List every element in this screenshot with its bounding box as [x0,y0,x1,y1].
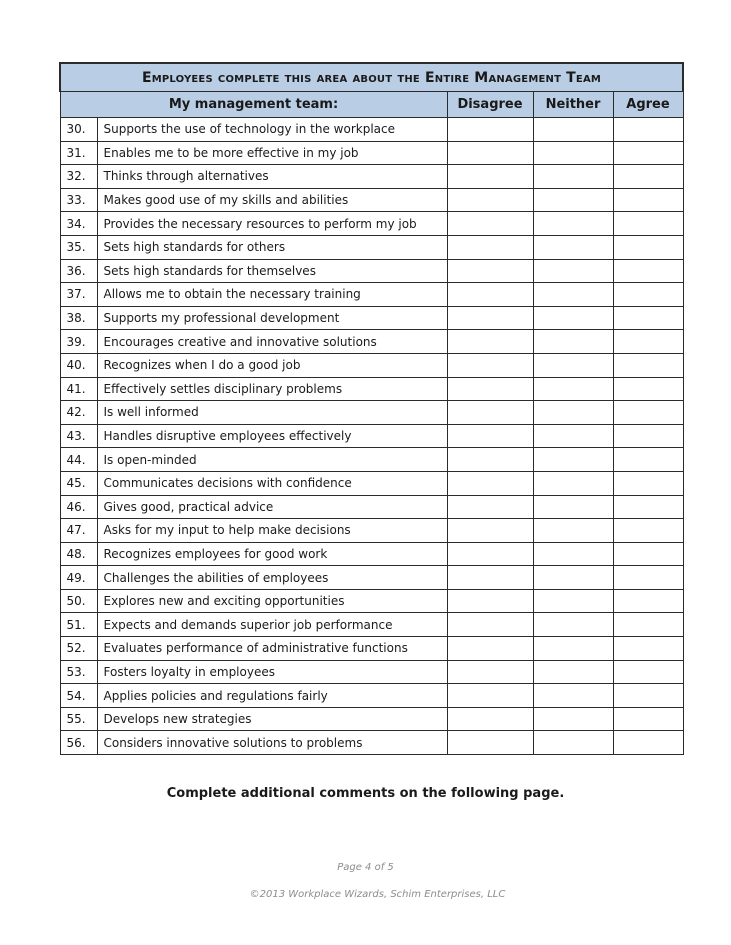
table-row [60,330,683,354]
agree-response-cell[interactable] [613,448,683,472]
item-statement: Makes good use of my skills and abilities [97,188,447,212]
table-row [60,731,683,755]
agree-response-cell[interactable] [613,118,683,142]
item-statement: Communicates decisions with confidence [97,471,447,495]
survey-body [60,118,683,755]
table-row [60,660,683,684]
agree-response-cell[interactable] [613,731,683,755]
item-number: 41. [60,377,97,401]
table-row [60,212,683,236]
statement-column-header: My management team: [60,92,447,118]
item-number: 32. [60,165,97,189]
item-statement: Effectively settles disciplinary problems [97,377,447,401]
table-row [60,424,683,448]
disagree-response-cell[interactable] [447,401,533,425]
disagree-response-cell[interactable] [447,707,533,731]
item-number: 38. [60,306,97,330]
item-number: 36. [60,259,97,283]
disagree-response-cell[interactable] [447,118,533,142]
item-statement: Gives good, practical advice [97,495,447,519]
item-statement: Recognizes when I do a good job [97,353,447,377]
disagree-response-cell[interactable] [447,188,533,212]
item-statement: Handles disruptive employees effectively [97,424,447,448]
item-statement: Recognizes employees for good work [97,542,447,566]
disagree-response-cell[interactable] [447,637,533,661]
table-row [60,306,683,330]
neither-response-cell[interactable] [533,542,613,566]
comments-instruction: Complete additional comments on the following page. [166,786,565,801]
disagree-response-cell[interactable] [447,495,533,519]
item-statement: Develops new strategies [97,707,447,731]
agree-response-cell[interactable] [613,566,683,590]
item-statement: Considers innovative solutions to problems [97,731,447,755]
item-statement: Sets high standards for others [97,235,447,259]
disagree-response-cell[interactable] [447,353,533,377]
neither-response-cell[interactable] [533,306,613,330]
neither-column-header: Neither [533,92,613,118]
table-row [60,259,683,283]
disagree-column-header: Disagree [447,92,533,118]
item-number: 43. [60,424,97,448]
agree-response-cell[interactable] [613,212,683,236]
item-statement: Evaluates performance of administrative functions [97,637,447,661]
item-number: 48. [60,542,97,566]
neither-response-cell[interactable] [533,731,613,755]
agree-response-cell[interactable] [613,660,683,684]
item-number: 37. [60,283,97,307]
table-row [60,471,683,495]
table-row [60,542,683,566]
table-row [60,353,683,377]
agree-response-cell[interactable] [613,471,683,495]
neither-response-cell[interactable] [533,471,613,495]
agree-response-cell[interactable] [613,165,683,189]
neither-response-cell[interactable] [533,377,613,401]
item-statement: Encourages creative and innovative solutions [97,330,447,354]
table-row [60,165,683,189]
survey-table [59,62,684,755]
disagree-response-cell[interactable] [447,330,533,354]
copyright-notice: ©2013 Workplace Wizards, Schim Enterprises, LLC [249,889,506,900]
table-row [60,401,683,425]
agree-response-cell[interactable] [613,283,683,307]
agree-response-cell[interactable] [613,707,683,731]
table-row [60,141,683,165]
agree-response-cell[interactable] [613,401,683,425]
neither-response-cell[interactable] [533,330,613,354]
item-statement: Fosters loyalty in employees [97,660,447,684]
neither-response-cell[interactable] [533,165,613,189]
neither-response-cell[interactable] [533,448,613,472]
item-number: 50. [60,589,97,613]
disagree-response-cell[interactable] [447,542,533,566]
item-statement: Supports my professional development [97,306,447,330]
item-number: 51. [60,613,97,637]
disagree-response-cell[interactable] [447,306,533,330]
item-number: 46. [60,495,97,519]
item-number: 56. [60,731,97,755]
item-number: 35. [60,235,97,259]
disagree-response-cell[interactable] [447,424,533,448]
item-statement: Expects and demands superior job performance [97,613,447,637]
disagree-response-cell[interactable] [447,212,533,236]
disagree-response-cell[interactable] [447,235,533,259]
agree-response-cell[interactable] [613,495,683,519]
table-row [60,684,683,708]
item-statement: Is well informed [97,401,447,425]
neither-response-cell[interactable] [533,684,613,708]
agree-response-cell[interactable] [613,589,683,613]
neither-response-cell[interactable] [533,424,613,448]
agree-response-cell[interactable] [613,377,683,401]
disagree-response-cell[interactable] [447,660,533,684]
table-row [60,613,683,637]
table-row [60,637,683,661]
agree-response-cell[interactable] [613,306,683,330]
disagree-response-cell[interactable] [447,684,533,708]
agree-response-cell[interactable] [613,141,683,165]
table-row [60,118,683,142]
agree-response-cell[interactable] [613,235,683,259]
item-statement: Thinks through alternatives [97,165,447,189]
disagree-response-cell[interactable] [447,519,533,543]
neither-response-cell[interactable] [533,212,613,236]
agree-response-cell[interactable] [613,424,683,448]
item-number: 30. [60,118,97,142]
item-number: 55. [60,707,97,731]
disagree-response-cell[interactable] [447,377,533,401]
item-statement: Enables me to be more effective in my job [97,141,447,165]
table-row [60,377,683,401]
item-number: 34. [60,212,97,236]
item-number: 42. [60,401,97,425]
neither-response-cell[interactable] [533,118,613,142]
item-number: 49. [60,566,97,590]
item-statement: Explores new and exciting opportunities [97,589,447,613]
neither-response-cell[interactable] [533,613,613,637]
neither-response-cell[interactable] [533,401,613,425]
agree-response-cell[interactable] [613,519,683,543]
agree-response-cell[interactable] [613,188,683,212]
item-number: 45. [60,471,97,495]
item-statement: Asks for my input to help make decisions [97,519,447,543]
disagree-response-cell[interactable] [447,141,533,165]
table-row [60,519,683,543]
agree-response-cell[interactable] [613,330,683,354]
agree-column-header: Agree [613,92,683,118]
disagree-response-cell[interactable] [447,566,533,590]
item-statement: Sets high standards for themselves [97,259,447,283]
agree-response-cell[interactable] [613,613,683,637]
item-statement: Applies policies and regulations fairly [97,684,447,708]
neither-response-cell[interactable] [533,235,613,259]
disagree-response-cell[interactable] [447,731,533,755]
neither-response-cell[interactable] [533,353,613,377]
disagree-response-cell[interactable] [447,283,533,307]
agree-response-cell[interactable] [613,684,683,708]
table-row [60,448,683,472]
table-row [60,589,683,613]
item-statement: Is open-minded [97,448,447,472]
item-number: 54. [60,684,97,708]
item-statement: Challenges the abilities of employees [97,566,447,590]
table-row [60,283,683,307]
item-statement: Provides the necessary resources to perform my job [97,212,447,236]
agree-response-cell[interactable] [613,259,683,283]
survey-title: Employees complete this area about the Entire Management Team [60,63,683,92]
disagree-response-cell[interactable] [447,448,533,472]
neither-response-cell[interactable] [533,259,613,283]
page-number: Page 4 of 5 [337,862,394,873]
neither-response-cell[interactable] [533,660,613,684]
neither-response-cell[interactable] [533,589,613,613]
table-row [60,495,683,519]
disagree-response-cell[interactable] [447,165,533,189]
agree-response-cell[interactable] [613,353,683,377]
neither-response-cell[interactable] [533,188,613,212]
item-number: 44. [60,448,97,472]
disagree-response-cell[interactable] [447,471,533,495]
neither-response-cell[interactable] [533,707,613,731]
item-number: 31. [60,141,97,165]
item-statement: Allows me to obtain the necessary training [97,283,447,307]
table-row [60,235,683,259]
neither-response-cell[interactable] [533,637,613,661]
neither-response-cell[interactable] [533,566,613,590]
agree-response-cell[interactable] [613,542,683,566]
neither-response-cell[interactable] [533,495,613,519]
agree-response-cell[interactable] [613,637,683,661]
disagree-response-cell[interactable] [447,613,533,637]
table-row [60,188,683,212]
disagree-response-cell[interactable] [447,259,533,283]
item-number: 33. [60,188,97,212]
item-number: 52. [60,637,97,661]
item-number: 47. [60,519,97,543]
neither-response-cell[interactable] [533,283,613,307]
item-number: 39. [60,330,97,354]
table-row [60,566,683,590]
item-number: 53. [60,660,97,684]
disagree-response-cell[interactable] [447,589,533,613]
table-row [60,707,683,731]
item-statement: Supports the use of technology in the workplace [97,118,447,142]
item-number: 40. [60,353,97,377]
neither-response-cell[interactable] [533,141,613,165]
neither-response-cell[interactable] [533,519,613,543]
